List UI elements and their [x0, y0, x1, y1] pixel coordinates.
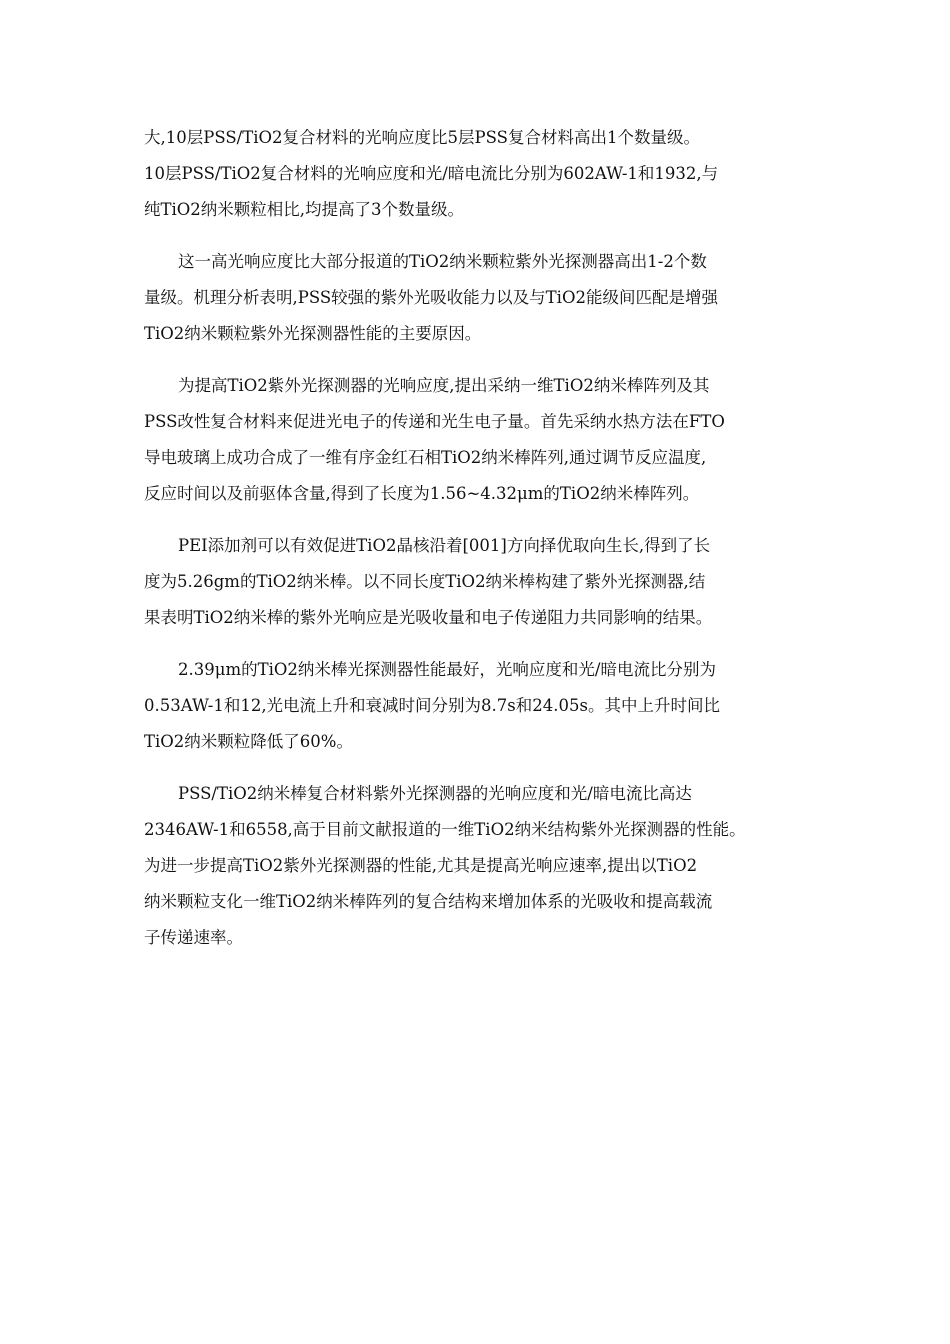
text-line: 为提高TiO2紫外光探测器的光响应度,提出采纳一维TiO2纳米棒阵列及其 — [178, 376, 710, 395]
text-line: 2.39μm的TiO2纳米棒光探测器性能最好，光响应度和光/暗电流比分别为 — [178, 660, 716, 679]
text-line: 度为5.26gm的TiO2纳米棒。以不同长度TiO2纳米棒构建了紫外光探测器,结 — [144, 572, 706, 591]
text-line: 纯TiO2纳米颗粒相比,均提高了3个数量级。 — [144, 200, 465, 219]
text-line: 大,10层PSS/TiO2复合材料的光响应度比5层PSS复合材料高出1个数量级。 — [144, 128, 700, 147]
text-line: 纳米颗粒支化一维TiO2纳米棒阵列的复合结构来增加体系的光吸收和提高载流 — [144, 892, 713, 911]
text-line: 反应时间以及前驱体含量,得到了长度为1.56~4.32μm的TiO2纳米棒阵列。 — [144, 484, 700, 503]
text-line: PSS改性复合材料来促进光电子的传递和光生电子量。首先采纳水热方法在FTO — [144, 412, 725, 431]
paragraph-3 — [144, 368, 816, 512]
body-text — [144, 120, 816, 972]
text-line: PSS/TiO2纳米棒复合材料紫外光探测器的光响应度和光/暗电流比高达 — [178, 784, 692, 803]
paragraph-2 — [144, 244, 816, 352]
text-line: PEI添加剂可以有效促进TiO2晶核沿着[001]方向择优取向生长,得到了长 — [178, 536, 711, 555]
text-line: TiO2纳米颗粒紫外光探测器性能的主要原因。 — [144, 324, 482, 343]
text-line: 为进一步提高TiO2紫外光探测器的性能,尤其是提高光响应速率,提出以TiO2 — [144, 856, 698, 875]
text-line: 导电玻璃上成功合成了一维有序金红石相TiO2纳米棒阵列,通过调节反应温度, — [144, 448, 707, 467]
paragraph-5 — [144, 652, 816, 760]
text-line: TiO2纳米颗粒降低了60%。 — [144, 732, 353, 751]
text-line: 这一高光响应度比大部分报道的TiO2纳米颗粒紫外光探测器高出1-2个数 — [178, 252, 707, 271]
text-line: 10层PSS/TiO2复合材料的光响应度和光/暗电流比分别为602AW-1和1932,与 — [144, 164, 719, 183]
text-line: 2346AW-1和6558,高于目前文献报道的一维TiO2纳米结构紫外光探测器的性能。 — [144, 820, 746, 839]
text-line: 果表明TiO2纳米棒的紫外光响应是光吸收量和电子传递阻力共同影响的结果。 — [144, 608, 713, 627]
paragraph-4 — [144, 528, 816, 636]
text-line: 0.53AW-1和12,光电流上升和衰减时间分别为8.7s和24.05s。其中上升时间比 — [144, 696, 720, 715]
text-line: 子传递速率。 — [144, 928, 243, 947]
paragraph-1 — [144, 120, 816, 228]
text-line: 量级。机理分析表明,PSS较强的紫外光吸收能力以及与TiO2能级间匹配是增强 — [144, 288, 718, 307]
paragraph-6 — [144, 776, 816, 956]
